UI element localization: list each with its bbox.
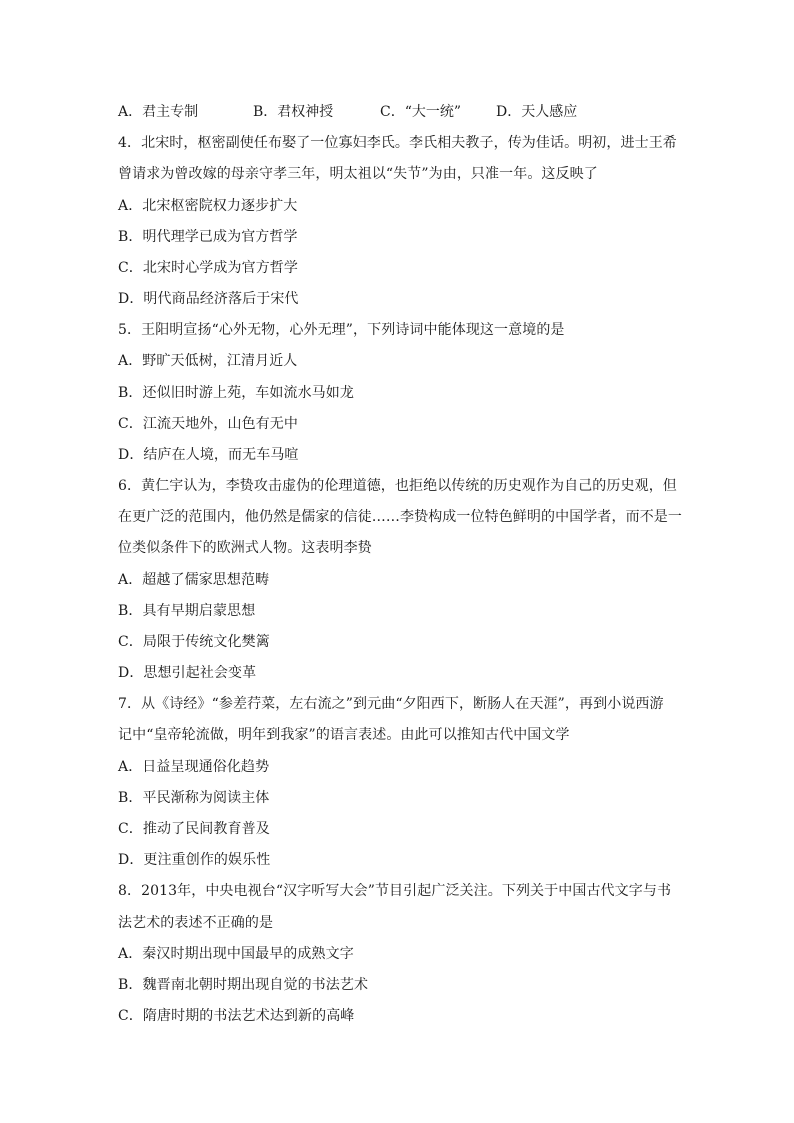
- q7-option-a: A．日益呈现通俗化趋势: [118, 759, 270, 775]
- q3-option-c: C．“大一统”: [380, 104, 462, 120]
- q8-option-c: C．隋唐时期的书法艺术达到新的高峰: [118, 1008, 355, 1024]
- q5-option-d: D．结庐在人境，而无车马喧: [118, 447, 299, 463]
- q6-option-d: D．思想引起社会变革: [118, 665, 257, 681]
- q7-stem-line-2: 记中“皇帝轮流做，明年到我家”的语言表述。由此可以推知古代中国文学: [118, 727, 570, 743]
- q8-stem-line-1: 8．2013年，中央电视台“汉字听写大会”节目引起广泛关注。下列关于中国古代文字与书: [118, 883, 672, 899]
- q8-stem-line-2: 法艺术的表述不正确的是: [118, 915, 274, 931]
- q5-option-c: C．江流天地外，山色有无中: [118, 416, 299, 432]
- q7-option-d: D．更注重创作的娱乐性: [118, 852, 271, 868]
- q6-stem-line-3: 位类似条件下的欧洲式人物。这表明李贽: [118, 540, 372, 556]
- q5-option-a: A．野旷天低树，江清月近人: [118, 353, 298, 369]
- q4-option-c: C．北宋时心学成为官方哲学: [118, 260, 299, 276]
- q3-option-b: B．君权神授: [253, 104, 334, 120]
- q3-option-d: D．天人感应: [496, 104, 578, 120]
- q6-option-b: B．具有早期启蒙思想: [118, 603, 256, 619]
- q4-option-b: B．明代理学已成为官方哲学: [118, 229, 298, 245]
- q7-stem-line-1: 7．从《诗经》“参差荇菜，左右流之”到元曲“夕阳西下，断肠人在天涯”，再到小说西游: [118, 696, 664, 712]
- q4-stem-line-1: 4．北宋时，枢密副使任布娶了一位寡妇李氏。李氏相夫教子，传为佳话。明初，进士王希: [118, 135, 677, 151]
- q7-option-c: C．推动了民间教育普及: [118, 821, 270, 837]
- q8-option-a: A．秦汉时期出现中国最早的成熟文字: [118, 946, 354, 962]
- q5-stem-line-1: 5．王阳明宣扬“心外无物，心外无理”，下列诗词中能体现这一意境的是: [118, 322, 565, 338]
- q8-option-b: B．魏晋南北朝时期出现自觉的书法艺术: [118, 977, 369, 993]
- q3-options-row: [118, 102, 678, 122]
- q3-option-a: A．君主专制: [118, 104, 199, 120]
- q6-stem-line-2: 在更广泛的范围内，他仍然是儒家的信徒……李贽构成一位特色鲜明的中国学者，而不是一: [118, 509, 682, 525]
- q4-stem-line-2: 曾请求为曾改嫁的母亲守孝三年，明太祖以“失节”为由，只准一年。这反映了: [118, 166, 598, 182]
- q5-option-b: B．还似旧时游上苑，车如流水马如龙: [118, 385, 354, 401]
- q6-option-c: C．局限于传统文化樊篱: [118, 634, 270, 650]
- q4-option-d: D．明代商品经济落后于宋代: [118, 291, 299, 307]
- q7-option-b: B．平民渐称为阅读主体: [118, 790, 270, 806]
- q6-stem-line-1: 6．黄仁宇认为，李贽攻击虚伪的伦理道德，也拒绝以传统的历史观作为自己的历史观，但: [118, 478, 677, 494]
- q6-option-a: A．超越了儒家思想范畴: [118, 572, 270, 588]
- q4-option-a: A．北宋枢密院权力逐步扩大: [118, 198, 298, 214]
